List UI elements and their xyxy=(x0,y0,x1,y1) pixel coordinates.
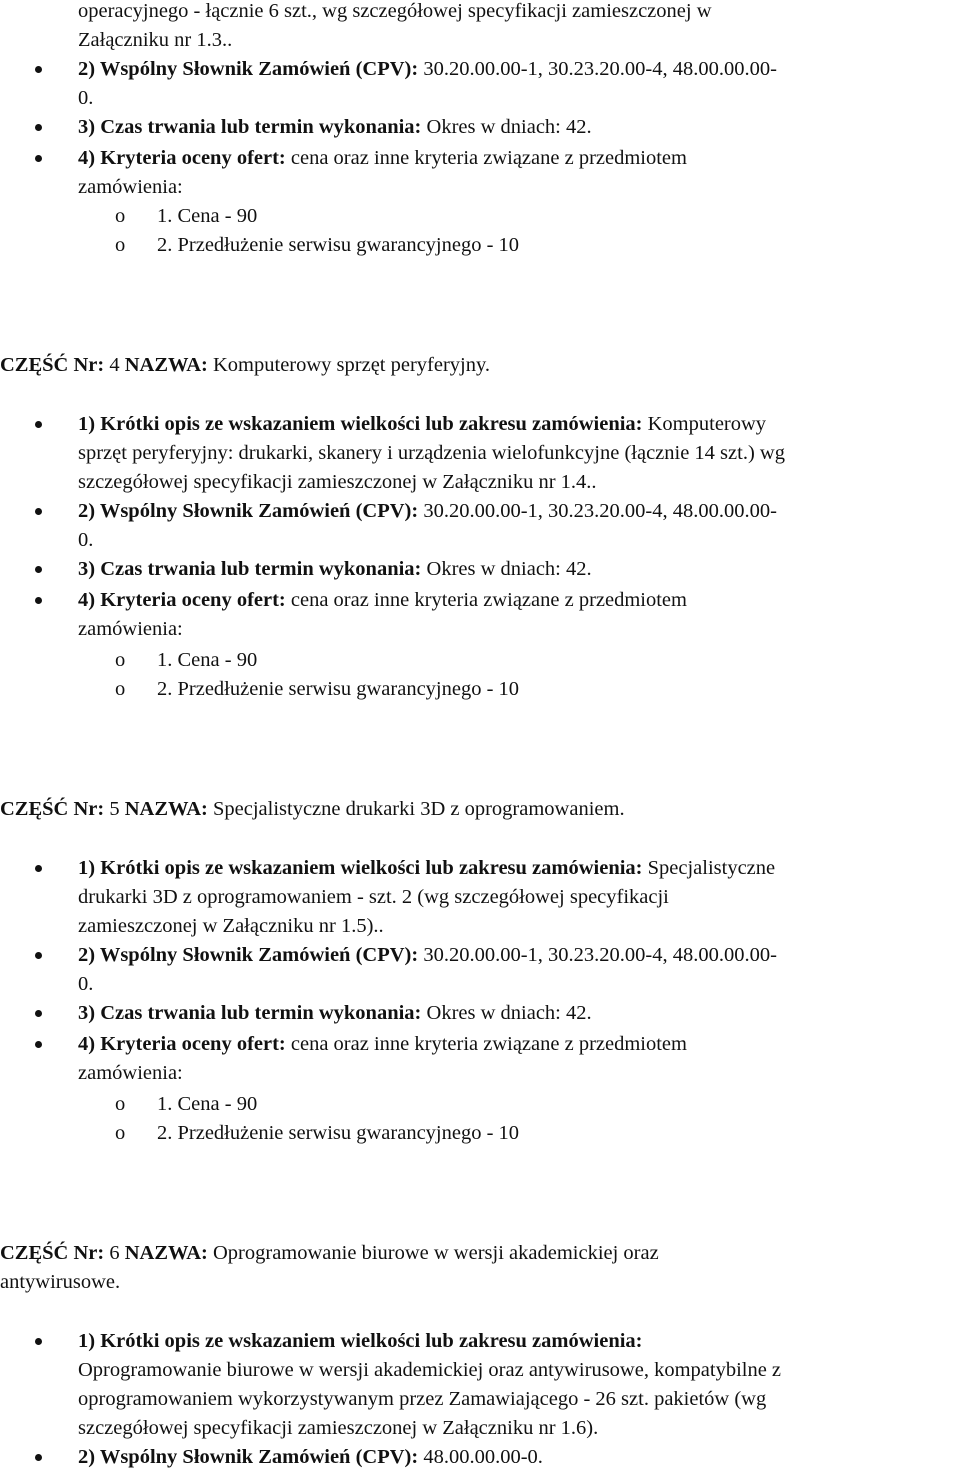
part-number: 6 xyxy=(104,1242,125,1264)
name-label: NAZWA: xyxy=(124,354,208,376)
czas-value: Okres w dniach: 42. xyxy=(421,1002,592,1024)
pre-text-line-2: Załączniku nr 1.3.. xyxy=(78,29,233,51)
opis-label: 1) Krótki opis ze wskazaniem wielkości lub zakresu zamówienia: xyxy=(78,857,643,879)
part-label: CZĘŚĆ Nr: xyxy=(0,1242,105,1264)
circle-bullet-icon: o xyxy=(115,234,126,256)
part5-czas xyxy=(78,999,592,1028)
cpv-value: 30.20.00.00-1, 30.23.20.00-4, 48.00.00.00- xyxy=(418,58,777,80)
part6-opis-line-2: Oprogramowanie biurowe w wersji akademickiej oraz antywirusowe, kompatybilne z xyxy=(78,1359,782,1381)
czas-value: Okres w dniach: 42. xyxy=(421,116,592,138)
cpv-value: 48.00.00.00-0. xyxy=(418,1446,543,1468)
opis-value: Komputerowy xyxy=(642,413,767,435)
part4-cpv xyxy=(78,497,777,526)
part4-opis-line-3: szczegółowej specyfikacji zamieszczonej w Załączniku nr 1.4.. xyxy=(78,471,597,493)
czas-label: 3) Czas trwania lub termin wykonania: xyxy=(78,558,422,580)
bullet-icon xyxy=(35,952,42,959)
part-number: 5 xyxy=(104,798,125,820)
kryt-value: cena oraz inne kryteria związane z przedmiotem xyxy=(285,147,687,169)
pre-sub-2: 2. Przedłużenie serwisu gwarancyjnego - 10 xyxy=(157,234,520,256)
circle-bullet-icon: o xyxy=(115,1122,126,1144)
kryt-label: 4) Kryteria oceny ofert: xyxy=(78,1033,286,1055)
bullet-icon xyxy=(35,508,42,515)
czas-value: Okres w dniach: 42. xyxy=(421,558,592,580)
bullet-icon xyxy=(35,865,42,872)
bullet-icon xyxy=(35,1454,42,1461)
opis-label: 1) Krótki opis ze wskazaniem wielkości lub zakresu zamówienia: xyxy=(78,1330,643,1352)
pre-text-line-1: operacyjnego - łącznie 6 szt., wg szczegółowej specyfikacji zamieszczonej w xyxy=(78,0,712,22)
part6-heading-cont: antywirusowe. xyxy=(0,1271,121,1293)
part6-opis xyxy=(78,1327,643,1356)
part-label: CZĘŚĆ Nr: xyxy=(0,798,105,820)
part-name: Komputerowy sprzęt peryferyjny. xyxy=(207,354,491,376)
part5-cpv xyxy=(78,941,777,970)
part4-kryt xyxy=(78,586,687,615)
pre-cpv-cont: 0. xyxy=(78,87,94,109)
part-number: 4 xyxy=(104,354,125,376)
part6-opis-line-4: szczegółowej specyfikacji zamieszczonej w Załączniku nr 1.6). xyxy=(78,1417,599,1439)
part4-opis xyxy=(78,410,766,439)
kryt-value: cena oraz inne kryteria związane z przedmiotem xyxy=(285,1033,687,1055)
bullet-icon xyxy=(35,1041,42,1048)
part5-sub-2: 2. Przedłużenie serwisu gwarancyjnego - 10 xyxy=(157,1122,520,1144)
pre-kryt xyxy=(78,144,687,173)
cpv-value: 30.20.00.00-1, 30.23.20.00-4, 48.00.00.00- xyxy=(418,944,777,966)
kryt-value: cena oraz inne kryteria związane z przedmiotem xyxy=(285,589,687,611)
opis-label: 1) Krótki opis ze wskazaniem wielkości lub zakresu zamówienia: xyxy=(78,413,643,435)
pre-czas xyxy=(78,113,592,142)
part4-opis-line-2: sprzęt peryferyjny: drukarki, skanery i urządzenia wielofunkcyjne (łącznie 14 szt.) wg xyxy=(78,442,785,464)
kryt-label: 4) Kryteria oceny ofert: xyxy=(78,147,286,169)
bullet-icon xyxy=(35,155,42,162)
part5-kryt xyxy=(78,1030,687,1059)
cpv-value: 30.20.00.00-1, 30.23.20.00-4, 48.00.00.00- xyxy=(418,500,777,522)
cpv-label: 2) Wspólny Słownik Zamówień (CPV): xyxy=(78,1446,419,1468)
part-name: Specjalistyczne drukarki 3D z oprogramowaniem. xyxy=(207,798,625,820)
name-label: NAZWA: xyxy=(124,1242,208,1264)
opis-value: Specjalistyczne xyxy=(642,857,776,879)
part5-opis xyxy=(78,854,775,883)
part5-kryt-cont: zamówienia: xyxy=(78,1062,183,1084)
czas-label: 3) Czas trwania lub termin wykonania: xyxy=(78,1002,422,1024)
bullet-icon xyxy=(35,124,42,131)
czas-label: 3) Czas trwania lub termin wykonania: xyxy=(78,116,422,138)
part4-cpv-cont: 0. xyxy=(78,529,94,551)
pre-sub-1: 1. Cena - 90 xyxy=(157,205,258,227)
pre-kryt-cont: zamówienia: xyxy=(78,176,183,198)
part5-cpv-cont: 0. xyxy=(78,973,94,995)
part6-heading xyxy=(0,1239,659,1268)
part4-heading xyxy=(0,351,490,380)
part5-opis-line-3: zamieszczonej w Załączniku nr 1.5).. xyxy=(78,915,384,937)
part6-cpv xyxy=(78,1443,543,1472)
circle-bullet-icon: o xyxy=(115,1093,126,1115)
pre-cpv xyxy=(78,55,777,84)
bullet-icon xyxy=(35,421,42,428)
cpv-label: 2) Wspólny Słownik Zamówień (CPV): xyxy=(78,944,419,966)
circle-bullet-icon: o xyxy=(115,649,126,671)
bullet-icon xyxy=(35,1338,42,1345)
bullet-icon xyxy=(35,1010,42,1017)
part-label: CZĘŚĆ Nr: xyxy=(0,354,105,376)
part5-opis-line-2: drukarki 3D z oprogramowaniem - szt. 2 (wg szczegółowej specyfikacji xyxy=(78,886,669,908)
bullet-icon xyxy=(35,66,42,73)
part4-czas xyxy=(78,555,592,584)
part4-kryt-cont: zamówienia: xyxy=(78,618,183,640)
part4-sub-1: 1. Cena - 90 xyxy=(157,649,258,671)
circle-bullet-icon: o xyxy=(115,678,126,700)
bullet-icon xyxy=(35,597,42,604)
kryt-label: 4) Kryteria oceny ofert: xyxy=(78,589,286,611)
name-label: NAZWA: xyxy=(124,798,208,820)
part6-opis-line-3: oprogramowaniem wykorzystywanym przez Zamawiającego - 26 szt. pakietów (wg xyxy=(78,1388,767,1410)
cpv-label: 2) Wspólny Słownik Zamówień (CPV): xyxy=(78,500,419,522)
circle-bullet-icon: o xyxy=(115,205,126,227)
part-name: Oprogramowanie biurowe w wersji akademickiej oraz xyxy=(207,1242,659,1264)
bullet-icon xyxy=(35,566,42,573)
cpv-label: 2) Wspólny Słownik Zamówień (CPV): xyxy=(78,58,419,80)
part5-sub-1: 1. Cena - 90 xyxy=(157,1093,258,1115)
part4-sub-2: 2. Przedłużenie serwisu gwarancyjnego - 10 xyxy=(157,678,520,700)
part5-heading xyxy=(0,795,625,824)
